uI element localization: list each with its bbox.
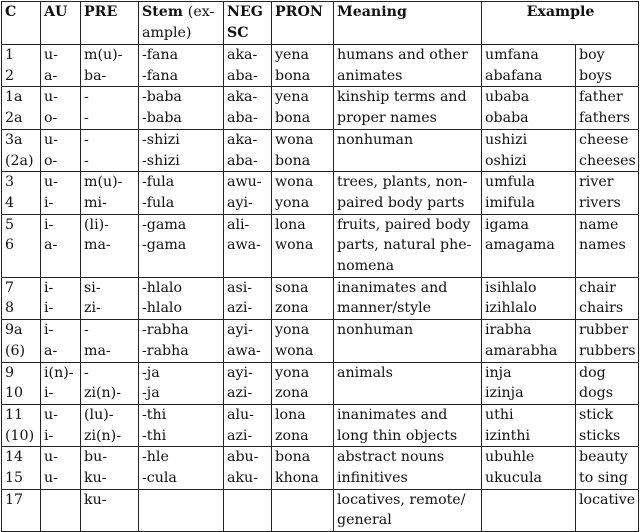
augment-line: a- bbox=[44, 237, 58, 254]
table-row bbox=[2, 404, 639, 446]
table-row bbox=[2, 320, 639, 362]
class-cell bbox=[2, 320, 41, 362]
example-gloss-line: names bbox=[579, 237, 626, 254]
pronoun-line: zona bbox=[275, 300, 309, 317]
class-line: (6) bbox=[5, 342, 26, 359]
example-word-line: irabha bbox=[485, 322, 532, 339]
example-word-cell bbox=[482, 214, 576, 277]
pronoun-cell bbox=[272, 45, 334, 87]
pronoun-line: bona bbox=[275, 449, 311, 466]
stem-line: -shizi bbox=[142, 152, 180, 169]
pronoun-cell bbox=[272, 320, 334, 362]
neg-sc-cell bbox=[224, 277, 272, 319]
neg-sc-line: aka- bbox=[227, 131, 258, 148]
neg-sc-line: ali- bbox=[227, 216, 250, 233]
neg-sc-line: awu- bbox=[227, 174, 262, 191]
header-example: Example bbox=[482, 2, 639, 45]
example-word-line bbox=[485, 510, 573, 531]
noun-class-table bbox=[1, 1, 639, 532]
class-line: 3 bbox=[5, 174, 15, 191]
meaning-cell: kinship terms and proper names bbox=[334, 87, 482, 129]
example-word-line: oshizi bbox=[485, 152, 527, 169]
stem-line: -shizi bbox=[142, 131, 180, 148]
example-gloss-line: boy bbox=[579, 47, 605, 63]
example-gloss-cell bbox=[576, 214, 639, 277]
class-cell bbox=[2, 214, 41, 277]
class-line: 5 bbox=[5, 216, 15, 233]
stem-line: -fula bbox=[142, 174, 175, 191]
class-cell bbox=[2, 45, 41, 87]
pronoun-line: yona bbox=[275, 322, 310, 339]
stem-line: -hlalo bbox=[142, 300, 183, 317]
neg-sc-line: ayi- bbox=[227, 364, 253, 381]
example-word-cell bbox=[482, 489, 576, 531]
example-word-line: amagama bbox=[485, 237, 555, 254]
pronoun-line: zona bbox=[275, 427, 309, 444]
neg-sc-cell bbox=[224, 320, 272, 362]
example-gloss-cell bbox=[576, 447, 639, 489]
class-line: 6 bbox=[5, 237, 15, 254]
meaning-cell: abstract nouns infinitives bbox=[334, 447, 482, 489]
example-word-cell bbox=[482, 172, 576, 214]
table-row bbox=[2, 87, 639, 129]
example-gloss-line bbox=[579, 510, 636, 531]
prefix-line: - bbox=[84, 152, 89, 169]
neg-sc-line: azi- bbox=[227, 427, 253, 444]
example-word-line: izinthi bbox=[485, 427, 531, 444]
augment-line: u- bbox=[44, 89, 58, 106]
pronoun-line: bona bbox=[275, 110, 311, 127]
pronoun-cell bbox=[272, 362, 334, 404]
stem-line: -rabha bbox=[142, 342, 189, 359]
stem-cell bbox=[139, 362, 224, 404]
stem-cell bbox=[139, 447, 224, 489]
class-line: (2a) bbox=[5, 152, 34, 169]
neg-sc-line: abu- bbox=[227, 449, 259, 466]
augment-cell bbox=[41, 277, 81, 319]
stem-line: -baba bbox=[142, 89, 182, 106]
table-row bbox=[2, 129, 639, 171]
example-word-line: obaba bbox=[485, 110, 529, 127]
class-line: 10 bbox=[5, 385, 24, 402]
meaning-cell: humans and other animates bbox=[334, 45, 482, 87]
example-gloss-line: sticks bbox=[579, 427, 621, 444]
prefix-line: bu- bbox=[84, 449, 108, 466]
example-gloss-line: rubbers bbox=[579, 342, 636, 359]
augment-line: i- bbox=[44, 279, 54, 296]
prefix-line: zi(n)- bbox=[84, 385, 122, 402]
prefix-line: zi(n)- bbox=[84, 427, 122, 444]
prefix-line bbox=[84, 510, 136, 531]
example-word-line: ubuhle bbox=[485, 449, 535, 466]
example-gloss-cell bbox=[576, 277, 639, 319]
neg-sc-cell bbox=[224, 87, 272, 129]
pronoun-line: wona bbox=[275, 174, 314, 191]
example-word-cell bbox=[482, 87, 576, 129]
stem-line: -thi bbox=[142, 427, 167, 444]
augment-line: a- bbox=[44, 342, 58, 359]
stem-line: -ja bbox=[142, 364, 160, 381]
neg-sc-line bbox=[227, 490, 269, 511]
pronoun-cell bbox=[272, 87, 334, 129]
pronoun-line: yona bbox=[275, 364, 310, 381]
augment-cell bbox=[41, 87, 81, 129]
stem-cell bbox=[139, 404, 224, 446]
stem-line: -cula bbox=[142, 470, 177, 487]
prefix-line: - bbox=[84, 322, 89, 339]
stem-line bbox=[142, 510, 221, 531]
pronoun-line: wona bbox=[275, 237, 314, 254]
pronoun-cell bbox=[272, 172, 334, 214]
example-gloss-line: boys bbox=[579, 67, 612, 84]
augment-line: o- bbox=[44, 110, 58, 127]
neg-sc-line: awa- bbox=[227, 237, 261, 254]
prefix-line: - bbox=[84, 364, 89, 381]
neg-sc-line: ayi- bbox=[227, 194, 253, 211]
class-line: 4 bbox=[5, 194, 15, 211]
augment-cell bbox=[41, 45, 81, 87]
example-word-line: inja bbox=[485, 364, 512, 381]
neg-sc-line: aka- bbox=[227, 89, 258, 106]
stem-cell bbox=[139, 277, 224, 319]
header-row bbox=[2, 2, 639, 45]
table-row bbox=[2, 172, 639, 214]
augment-line: i- bbox=[44, 216, 54, 233]
stem-line bbox=[142, 490, 221, 511]
neg-sc-cell bbox=[224, 404, 272, 446]
example-word-cell bbox=[482, 129, 576, 171]
prefix-line: - bbox=[84, 89, 89, 106]
neg-sc-line: ayi- bbox=[227, 322, 253, 339]
example-word-cell bbox=[482, 277, 576, 319]
example-word-line: uthi bbox=[485, 406, 514, 423]
neg-sc-line: azi- bbox=[227, 300, 253, 317]
example-word-line: ushizi bbox=[485, 131, 528, 148]
pronoun-line: zona bbox=[275, 385, 309, 402]
pronoun-line: lona bbox=[275, 406, 306, 423]
meaning-cell: locatives, remote/ general bbox=[334, 489, 482, 531]
augment-cell bbox=[41, 320, 81, 362]
class-line: 9a bbox=[5, 322, 23, 339]
pronoun-cell bbox=[272, 129, 334, 171]
meaning-cell: inanimates and long thin objects bbox=[334, 404, 482, 446]
class-cell bbox=[2, 172, 41, 214]
augment-cell bbox=[41, 172, 81, 214]
example-gloss-line: rivers bbox=[579, 194, 621, 211]
table-row bbox=[2, 362, 639, 404]
header-pronoun: PRON bbox=[272, 2, 334, 45]
prefix-line: ma- bbox=[84, 342, 111, 359]
example-gloss-cell bbox=[576, 362, 639, 404]
prefix-line: mi- bbox=[84, 194, 107, 211]
stem-line: -baba bbox=[142, 110, 182, 127]
class-line bbox=[5, 510, 38, 531]
example-word-line: amarabha bbox=[485, 342, 558, 359]
class-cell bbox=[2, 362, 41, 404]
augment-line: a- bbox=[44, 67, 58, 84]
example-word-line: ukucula bbox=[485, 470, 542, 487]
augment-line: o- bbox=[44, 152, 58, 169]
prefix-cell bbox=[81, 362, 139, 404]
example-word-line: izinja bbox=[485, 385, 524, 402]
example-gloss-cell bbox=[576, 404, 639, 446]
example-word-line: izihlalo bbox=[485, 300, 537, 317]
pronoun-line: yona bbox=[275, 194, 310, 211]
prefix-cell bbox=[81, 45, 139, 87]
meaning-cell: inanimates and manner/style bbox=[334, 277, 482, 319]
pronoun-cell bbox=[272, 489, 334, 531]
neg-sc-cell bbox=[224, 172, 272, 214]
header-meaning: Meaning bbox=[334, 2, 482, 45]
prefix-cell bbox=[81, 489, 139, 531]
pronoun-line: yena bbox=[275, 89, 310, 106]
class-line: 17 bbox=[5, 491, 24, 508]
augment-line: u- bbox=[44, 470, 58, 487]
augment-cell bbox=[41, 214, 81, 277]
neg-sc-line: asi- bbox=[227, 279, 253, 296]
pronoun-cell bbox=[272, 404, 334, 446]
example-gloss-cell bbox=[576, 320, 639, 362]
augment-cell bbox=[41, 362, 81, 404]
table-row bbox=[2, 277, 639, 319]
example-gloss-line: dogs bbox=[579, 385, 613, 402]
class-line: 9 bbox=[5, 364, 15, 381]
stem-line: -fana bbox=[142, 47, 179, 63]
prefix-line: m(u)- bbox=[84, 47, 123, 63]
augment-line: i- bbox=[44, 300, 54, 317]
class-cell bbox=[2, 447, 41, 489]
neg-sc-line: azi- bbox=[227, 385, 253, 402]
prefix-line: si- bbox=[84, 279, 101, 296]
neg-sc-cell bbox=[224, 45, 272, 87]
example-word-cell bbox=[482, 362, 576, 404]
pronoun-line: yena bbox=[275, 47, 310, 63]
pronoun-cell bbox=[272, 277, 334, 319]
header-prefix: PRE bbox=[81, 2, 139, 45]
neg-sc-cell bbox=[224, 447, 272, 489]
table-row bbox=[2, 214, 639, 277]
example-gloss-cell bbox=[576, 87, 639, 129]
prefix-cell bbox=[81, 447, 139, 489]
stem-line: -hle bbox=[142, 449, 169, 466]
header-class: C bbox=[2, 2, 41, 45]
example-gloss-line: to sing bbox=[579, 470, 628, 487]
neg-sc-cell bbox=[224, 362, 272, 404]
stem-cell bbox=[139, 172, 224, 214]
table-row bbox=[2, 45, 639, 87]
class-line: 11 bbox=[5, 406, 24, 423]
neg-sc-line: aka- bbox=[227, 47, 258, 63]
augment-line: u- bbox=[44, 406, 58, 423]
class-line: 3a bbox=[5, 131, 23, 148]
example-gloss-cell bbox=[576, 489, 639, 531]
class-line: 2 bbox=[5, 67, 15, 84]
example-word-line: umfula bbox=[485, 174, 535, 191]
pronoun-line: khona bbox=[275, 470, 319, 487]
stem-line: -fula bbox=[142, 194, 175, 211]
stem-line: -ja bbox=[142, 385, 160, 402]
augment-line bbox=[44, 490, 78, 511]
class-cell bbox=[2, 277, 41, 319]
augment-line: i(n)- bbox=[44, 364, 74, 381]
class-cell bbox=[2, 404, 41, 446]
stem-cell bbox=[139, 45, 224, 87]
example-gloss-line: name bbox=[579, 216, 619, 233]
neg-sc-line: aba- bbox=[227, 67, 258, 84]
prefix-line: - bbox=[84, 110, 89, 127]
stem-cell bbox=[139, 87, 224, 129]
meaning-cell: trees, plants, non-paired body parts bbox=[334, 172, 482, 214]
example-word-line bbox=[485, 490, 573, 511]
header-neg-sc: NEG SC bbox=[224, 2, 272, 45]
example-word-cell bbox=[482, 320, 576, 362]
class-cell bbox=[2, 489, 41, 531]
neg-sc-cell bbox=[224, 214, 272, 277]
augment-line: u- bbox=[44, 449, 58, 466]
meaning-cell: nonhuman bbox=[334, 320, 482, 362]
pronoun-line: bona bbox=[275, 152, 311, 169]
example-gloss-line: father bbox=[579, 89, 623, 106]
example-gloss-cell bbox=[576, 45, 639, 87]
example-gloss-line: chair bbox=[579, 279, 616, 296]
pronoun-line: wona bbox=[275, 131, 314, 148]
example-word-cell bbox=[482, 447, 576, 489]
example-word-line: isihlalo bbox=[485, 279, 537, 296]
prefix-line: ku- bbox=[84, 491, 107, 508]
pronoun-line: lona bbox=[275, 216, 306, 233]
neg-sc-line: aba- bbox=[227, 110, 258, 127]
stem-cell bbox=[139, 214, 224, 277]
meaning-cell: fruits, paired body parts, natural phe-nomena bbox=[334, 214, 482, 277]
table-row bbox=[2, 489, 639, 531]
augment-line: u- bbox=[44, 47, 58, 63]
prefix-cell bbox=[81, 172, 139, 214]
class-line: 7 bbox=[5, 279, 15, 296]
pronoun-line bbox=[275, 490, 331, 511]
augment-cell bbox=[41, 447, 81, 489]
stem-cell bbox=[139, 320, 224, 362]
header-stem-label: Stem bbox=[142, 4, 183, 20]
pronoun-cell bbox=[272, 447, 334, 489]
prefix-cell bbox=[81, 214, 139, 277]
pronoun-line: wona bbox=[275, 342, 314, 359]
stem-line: -gama bbox=[142, 237, 187, 254]
augment-cell bbox=[41, 129, 81, 171]
prefix-line: (lu)- bbox=[84, 406, 114, 423]
example-word-cell bbox=[482, 45, 576, 87]
header-stem bbox=[139, 2, 224, 45]
pronoun-line bbox=[275, 510, 331, 531]
augment-cell bbox=[41, 489, 81, 531]
neg-sc-line: aba- bbox=[227, 152, 258, 169]
example-word-line: imifula bbox=[485, 194, 535, 211]
augment-cell bbox=[41, 404, 81, 446]
prefix-line: - bbox=[84, 131, 89, 148]
example-word-cell bbox=[482, 404, 576, 446]
prefix-cell bbox=[81, 129, 139, 171]
stem-line: -gama bbox=[142, 216, 187, 233]
prefix-line: ma- bbox=[84, 237, 111, 254]
neg-sc-line bbox=[227, 510, 269, 531]
augment-line: i- bbox=[44, 322, 54, 339]
example-gloss-line: beauty bbox=[579, 449, 628, 466]
example-word-line: ubaba bbox=[485, 89, 530, 106]
example-gloss-line: stick bbox=[579, 406, 614, 423]
class-cell bbox=[2, 87, 41, 129]
stem-line: -hlalo bbox=[142, 279, 183, 296]
class-line: 15 bbox=[5, 470, 24, 487]
stem-cell bbox=[139, 129, 224, 171]
stem-line: -rabha bbox=[142, 322, 189, 339]
meaning-cell: animals bbox=[334, 362, 482, 404]
augment-line: i- bbox=[44, 385, 54, 402]
pronoun-cell bbox=[272, 214, 334, 277]
neg-sc-line: aku- bbox=[227, 470, 258, 487]
example-gloss-line: dog bbox=[579, 364, 606, 381]
example-gloss-line: chairs bbox=[579, 300, 624, 317]
meaning-cell: nonhuman bbox=[334, 129, 482, 171]
augment-line: i- bbox=[44, 194, 54, 211]
example-gloss-line: rubber bbox=[579, 322, 629, 339]
example-gloss-cell bbox=[576, 172, 639, 214]
class-line: 2a bbox=[5, 110, 23, 127]
neg-sc-line: awa- bbox=[227, 342, 261, 359]
class-cell bbox=[2, 129, 41, 171]
header-augment: AU bbox=[41, 2, 81, 45]
example-gloss-cell bbox=[576, 129, 639, 171]
example-gloss-line: fathers bbox=[579, 110, 631, 127]
prefix-line: (li)- bbox=[84, 216, 109, 233]
pronoun-line: sona bbox=[275, 279, 309, 296]
augment-line: i- bbox=[44, 427, 54, 444]
table-row bbox=[2, 447, 639, 489]
prefix-cell bbox=[81, 320, 139, 362]
example-word-line: abafana bbox=[485, 67, 543, 84]
example-word-line: igama bbox=[485, 216, 529, 233]
prefix-line: ba- bbox=[84, 67, 107, 84]
class-line: 8 bbox=[5, 300, 15, 317]
prefix-line: zi- bbox=[84, 300, 101, 317]
example-word-line: umfana bbox=[485, 47, 539, 63]
class-line: 1a bbox=[5, 89, 23, 106]
pronoun-line: bona bbox=[275, 67, 311, 84]
stem-line: -fana bbox=[142, 67, 179, 84]
augment-line bbox=[44, 510, 78, 531]
example-gloss-line: river bbox=[579, 174, 614, 191]
prefix-line: ku- bbox=[84, 470, 107, 487]
neg-sc-cell bbox=[224, 489, 272, 531]
stem-cell bbox=[139, 489, 224, 531]
stem-line: -thi bbox=[142, 406, 167, 423]
example-gloss-line: cheese bbox=[579, 131, 629, 148]
prefix-cell bbox=[81, 277, 139, 319]
prefix-cell bbox=[81, 87, 139, 129]
neg-sc-cell bbox=[224, 129, 272, 171]
example-gloss-line: locative bbox=[579, 491, 636, 508]
neg-sc-line: alu- bbox=[227, 406, 254, 423]
class-line: 14 bbox=[5, 449, 24, 466]
example-gloss-line: cheeses bbox=[579, 152, 636, 169]
augment-line: u- bbox=[44, 174, 58, 191]
prefix-line: m(u)- bbox=[84, 174, 123, 191]
augment-line: u- bbox=[44, 131, 58, 148]
class-line: (10) bbox=[5, 427, 35, 444]
prefix-cell bbox=[81, 404, 139, 446]
header-stem-note: (ex-ample) bbox=[142, 4, 215, 41]
class-line: 1 bbox=[5, 47, 15, 63]
